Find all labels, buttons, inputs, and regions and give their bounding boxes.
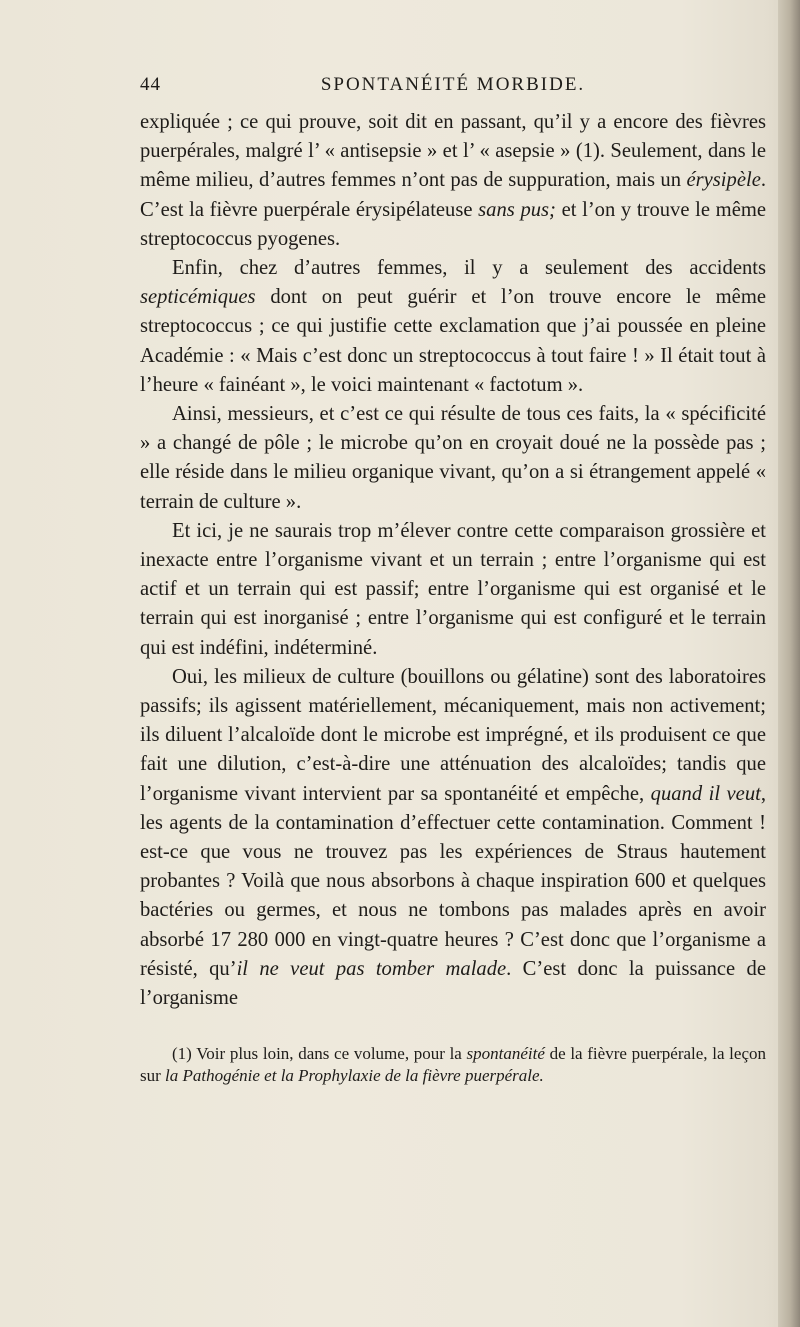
text-run: et l’on y trouve le même streptococcus pyogenes. <box>140 198 766 250</box>
footnote-text <box>140 1043 766 1087</box>
text-run: dont on peut guérir et l’on trouve encore le même streptococcus ; ce qui justifie cette exclamation que j’ai poussée en pleine Académie : « Mais c’est donc un streptococcus à tout faire ! » Il était tout à l’heure « fainéant », le voici maintenant « factotum ». <box>140 286 766 396</box>
paragraph <box>140 400 766 517</box>
text-run: de la fièvre puerpérale, la leçon sur <box>140 1044 766 1085</box>
italic-text: érysipèle <box>686 169 761 192</box>
footnote <box>140 1043 766 1087</box>
text-run: . C’est donc la puissance de l’organisme <box>140 957 766 1010</box>
italic-text: quand il veut <box>650 782 761 805</box>
text-run: Et ici, je ne saurais trop m’élever contre cette comparaison grossière et inexacte entre l’organisme vivant et un terrain ; entre l’organisme qui est actif et un terrain qui est passif; entre l’organisme qui est organisé et le terrain qui est inorganisé ; entre l’organisme qui est configuré et le terrain qui est indéfini, indéterminé. <box>140 519 766 659</box>
italic-text: spontanéité <box>466 1044 545 1063</box>
text-run: (1) Voir plus loin, dans ce volume, pour la <box>172 1044 467 1063</box>
paragraph <box>140 517 766 663</box>
italic-text: septicémiques <box>140 286 256 309</box>
text-run: , les agents de la contamination d’effectuer cette contamination. Comment ! est-ce que vous ne trouvez pas les expériences de Straus hautement probantes ? Voilà que nous absorbons à chaque inspiration 600 et quelques bactéries ou germes, et nous ne tombons pas malades après en avoir absorbé 17 280 000 en vingt-quatre heures ? C’est donc que l’organisme a résisté, qu’ <box>140 782 766 980</box>
text-run: . C’est la fièvre puerpérale érysipélateuse <box>140 169 766 221</box>
text-run: Oui, les milieux de culture (bouillons ou gélatine) sont des laboratoires passifs; ils agissent matériellement, mécaniquement, mais non activement; ils diluent l’alcaloïde dont le microbe est imprégné, et ils produisent ce que fait une dilution, c’est-à-dire une atténuation des alcaloïdes; tandis que l’organisme vivant intervient par sa spontanéité et empêche, <box>140 665 766 805</box>
text-run: Enfin, chez d’autres femmes, il y a seulement des accidents <box>172 257 766 280</box>
italic-text: la Pathogénie et la Prophylaxie de la fièvre puerpérale. <box>165 1066 544 1085</box>
paragraph <box>140 663 766 1013</box>
running-head: SPONTANÉITÉ MORBIDE. <box>320 74 586 95</box>
italic-text: sans pus; <box>478 198 556 221</box>
text-run: expliquée ; ce qui prouve, soit dit en passant, qu’il y a encore des fièvres puerpérales, malgré l’ « antisepsie » et l’ « asepsie » (1). Seulement, dans le même milieu, d’autres femmes n’ont pas de suppuration, mais un <box>140 111 766 192</box>
page-binding-edge <box>778 0 800 1327</box>
paragraph <box>140 254 766 400</box>
page-header <box>140 74 766 100</box>
page-number: 44 <box>140 74 161 95</box>
body-text <box>140 108 766 1013</box>
text-run: Ainsi, messieurs, et c’est ce qui résulte de tous ces faits, la « spécificité » a changé de pôle ; le microbe qu’on en croyait doué ne la possède pas ; elle réside dans le milieu organique vivant, qu’on a si étrangement appelé « terrain de culture ». <box>140 403 766 513</box>
italic-text: il ne veut pas tomber malade <box>236 957 507 980</box>
paragraph <box>140 108 766 254</box>
